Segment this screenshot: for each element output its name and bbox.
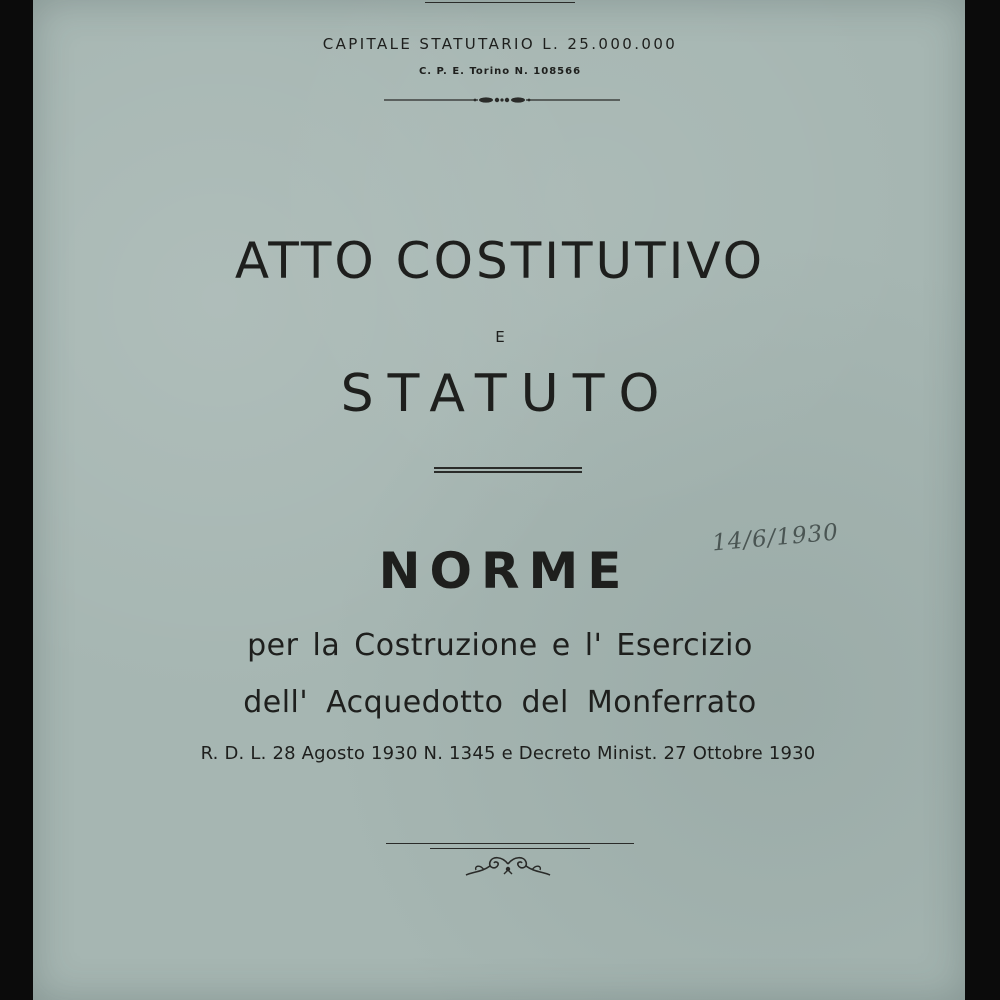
header-ornament-icon: [382, 92, 622, 108]
title-statuto: STATUTO: [340, 364, 674, 424]
section-title-norme: NORME: [378, 542, 631, 600]
divider-rule-upper: [434, 467, 582, 469]
footer-rule-upper: [386, 843, 634, 844]
decree-line: R. D. L. 28 Agosto 1930 N. 1345 e Decreto Minist. 27 Ottobre 1930: [200, 743, 816, 764]
top-rule: [425, 2, 575, 3]
title-atto-costitutivo: ATTO COSTITUTIVO: [234, 232, 766, 290]
title-conjunction: E: [495, 328, 505, 346]
divider-rule-lower: [434, 471, 582, 473]
footer-flourish-icon: [462, 850, 554, 880]
handwritten-date: 14/6/1930: [711, 519, 840, 557]
capital-line: CAPITALE STATUTARIO L. 25.000.000: [322, 35, 678, 53]
subtitle-line-2: dell' Acquedotto del Monferrato: [243, 685, 757, 720]
subtitle-line-1: per la Costruzione e l' Esercizio: [247, 628, 753, 663]
footer-rule-lower: [430, 848, 590, 849]
registry-line: C. P. E. Torino N. 108566: [418, 66, 582, 77]
